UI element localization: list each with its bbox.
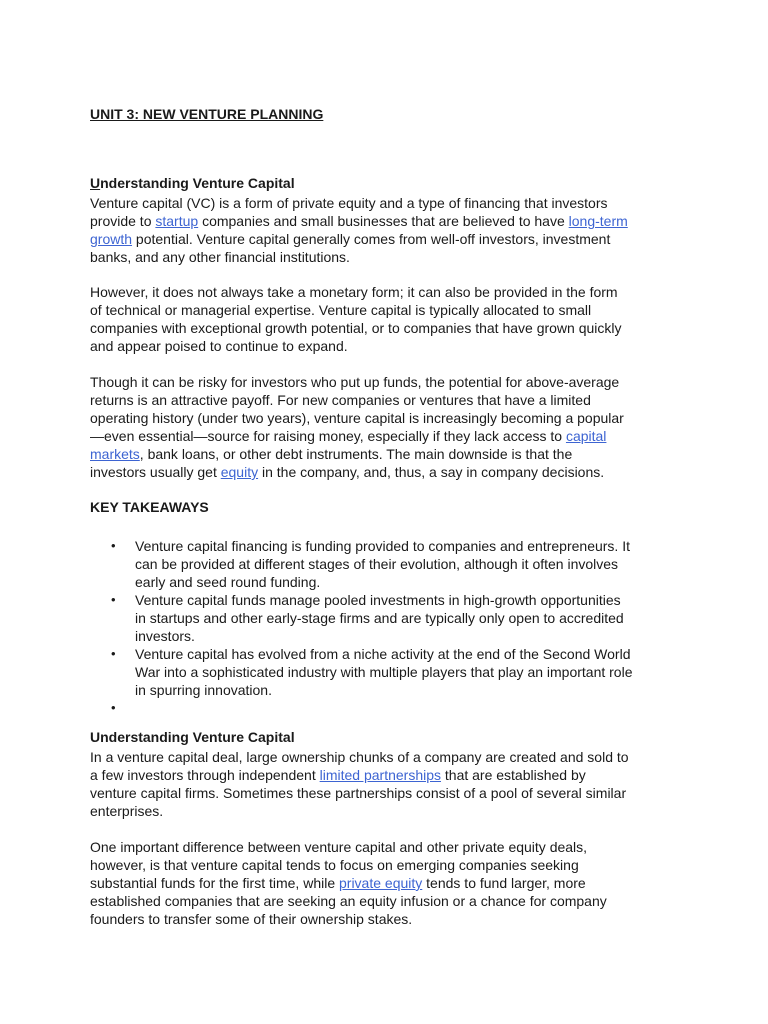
section-heading-understanding-venture-capital: [90, 174, 295, 192]
document-title: UNIT 3: NEW VENTURE PLANNING: [90, 106, 324, 122]
text-line: returns is an attractive payoff. For new companies or ventures that have a limited: [90, 392, 591, 408]
link-capital-markets-cont[interactable]: markets: [90, 446, 140, 462]
link-equity[interactable]: equity: [220, 464, 259, 480]
text-line: [90, 212, 628, 230]
text-line: banks, and any other financial institutions.: [90, 249, 350, 265]
text-span: investors usually get: [90, 464, 221, 480]
text-line: War into a sophisticated industry with multiple players that play an important role: [135, 664, 633, 680]
text-line: of technical or managerial expertise. Venture capital is typically allocated to small: [90, 302, 592, 318]
text-line: in spurring innovation.: [135, 682, 272, 698]
text-span: companies and small businesses that are believed to have: [198, 213, 569, 229]
text-line: • Venture capital funds manage pooled investments in high-growth opportunities: [135, 592, 621, 608]
link-private-equity[interactable]: private equity: [339, 875, 423, 891]
text-line: established companies that are seeking an equity infusion or a chance for company: [90, 893, 607, 909]
text-line: operating history (under two years), venture capital is increasingly becoming a popular: [90, 410, 624, 426]
list-item-empty: [90, 699, 690, 717]
text-span: —even essential—source for raising money, especially if they lack access to: [90, 428, 566, 444]
text-line: can be provided at different stages of their evolution, although it often involves: [135, 556, 619, 572]
text-line: • Venture capital has evolved from a niche activity at the end of the Second World: [135, 646, 631, 662]
text-line: [90, 463, 624, 481]
text-line: [90, 230, 628, 248]
text-span: that are established by: [441, 767, 586, 783]
heading-rest: nderstanding Venture Capital: [100, 175, 295, 191]
key-takeaways-list: [90, 537, 690, 717]
text-span: in the company, and, thus, a say in company decisions.: [258, 464, 605, 480]
list-item: [90, 591, 690, 645]
text-span: provide to: [90, 213, 156, 229]
text-line: • Venture capital financing is funding provided to companies and entrepreneurs. It: [135, 538, 630, 554]
key-takeaways-heading: KEY TAKEAWAYS: [90, 499, 209, 515]
text-span: , bank loans, or other debt instruments. The main downside is that the: [139, 446, 573, 462]
section-heading-understanding-venture-capital-2: Understanding Venture Capital: [90, 729, 295, 745]
list-item: [90, 537, 690, 591]
paragraph-vc-definition: [90, 194, 628, 266]
link-long-term-growth[interactable]: long-term: [568, 213, 628, 229]
paragraph-vc-deal: [90, 748, 629, 820]
text-line: enterprises.: [90, 803, 164, 819]
text-line: [135, 699, 690, 717]
text-line: founders to transfer some of their ownership stakes.: [90, 911, 413, 927]
text-line: One important difference between venture capital and other private equity deals,: [90, 839, 588, 855]
text-line: [90, 427, 624, 445]
text-line: however, is that venture capital tends to focus on emerging companies seeking: [90, 857, 579, 873]
text-line: In a venture capital deal, large ownership chunks of a company are created and sold to: [90, 749, 629, 765]
link-limited-partnerships[interactable]: limited partnerships: [319, 767, 441, 783]
text-line: investors.: [135, 628, 195, 644]
text-line: [90, 766, 629, 784]
link-long-term-growth-cont[interactable]: growth: [90, 231, 133, 247]
text-line: Venture capital (VC) is a form of private equity and a type of financing that investors: [90, 195, 608, 211]
paragraph-risk-payoff: [90, 373, 624, 481]
text-line: [90, 874, 607, 892]
heading-first-letter: U: [90, 175, 101, 191]
text-line: However, it does not always take a monetary form; it can also be provided in the form: [90, 284, 618, 300]
text-span: substantial funds for the first time, while: [90, 875, 339, 891]
text-span: a few investors through independent: [90, 767, 320, 783]
link-startup[interactable]: startup: [155, 213, 199, 229]
paragraph-monetary-form: [90, 283, 622, 355]
text-span: tends to fund larger, more: [422, 875, 586, 891]
text-line: Though it can be risky for investors who put up funds, the potential for above-average: [90, 374, 620, 390]
list-item: [90, 645, 690, 699]
text-line: companies with exceptional growth potential, or to companies that have grown quickly: [90, 320, 622, 336]
text-line: in startups and other early-stage firms and are typically only open to accredited: [135, 610, 624, 626]
text-line: early and seed round funding.: [135, 574, 321, 590]
link-capital-markets[interactable]: capital: [565, 428, 607, 444]
text-line: [90, 445, 624, 463]
paragraph-vc-vs-private-equity: [90, 838, 607, 928]
text-line: venture capital firms. Sometimes these partnerships consist of a pool of several similar: [90, 785, 627, 801]
text-span: potential. Venture capital generally comes from well-off investors, investment: [132, 231, 611, 247]
text-line: and appear poised to continue to expand.: [90, 338, 348, 354]
